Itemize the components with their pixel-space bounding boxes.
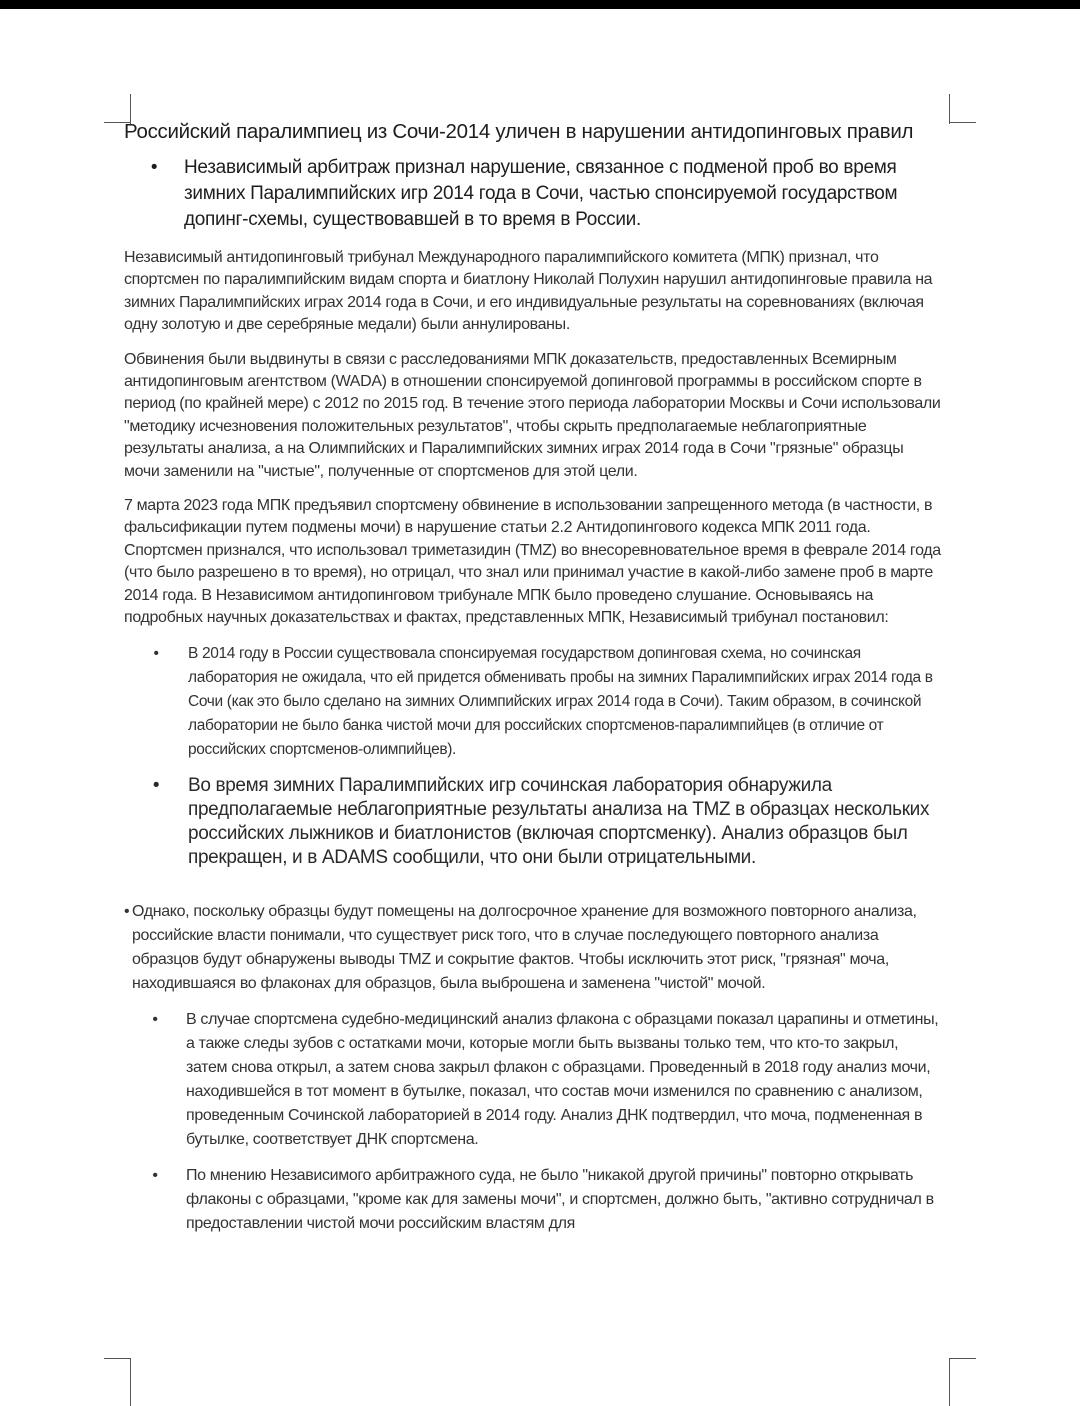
bullet-glyph: • <box>124 902 130 920</box>
crop-mark-top-right <box>949 94 950 124</box>
finding-item <box>124 1008 942 1152</box>
bullet-glyph: • <box>153 644 159 662</box>
paragraph-ruling: Независимый антидопинговый трибунал Международного паралимпийского комитета (МПК) признал, что спортсмен по паралимпийским видам спорта и биатлону Николай Полухин нарушил антидопинговые правила на зимних Паралимпийских играх 2014 года в Сочи, и его индивидуальные результаты на соревнованиях (включая одну золотую и две серебряные медали) были аннулированы. <box>124 249 933 334</box>
crop-mark-top-right <box>950 122 976 123</box>
finding-item <box>124 642 942 762</box>
bullet-glyph: • <box>150 157 158 178</box>
bullet-glyph: • <box>152 1166 158 1184</box>
crop-mark-bottom-right <box>950 1358 976 1359</box>
finding-item <box>124 900 942 996</box>
finding-text: По мнению Независимого арбитражного суда, не было "никакой другой причины" повторно открывать флаконы с образцами, "кроме как для замены мочи", и спортсмен, должно быть, "активно сотрудничал в предоставлении чистой мочи российским властям для <box>186 1166 934 1232</box>
crop-mark-bottom-right <box>949 1358 950 1406</box>
crop-mark-bottom-left <box>130 1358 131 1406</box>
finding-text: В 2014 году в России существовала спонсируемая государством допинговая схема, но сочинская лаборатория не ожидала, что ей придется обменивать пробы на зимних Паралимпийских играх 2014 года в Сочи (как это было сделано на зимних Олимпийских играх 2014 года в Сочи). Таким образом, в сочинской лаборатории не было банка чистой мочи для российских спортсменов-паралимпийцев (в отличие от российских спортсменов-олимпийцев). <box>188 644 933 758</box>
paragraph-charges: Обвинения были выдвинуты в связи с расследованиями МПК доказательств, предоставленных Всемирным антидопинговым агентством (WADA) в отношении спонсируемой допинговой программы в российском спорте в период (по крайней мере) с 2012 по 2015 год. В течение этого периода лаборатории Москвы и Сочи использовали "методику исчезновения положительных результатов", чтобы скрыть предполагаемые неблагоприятные результаты анализа, а на Олимпийских и Паралимпийских зимних играх 2014 года в Сочи "грязные" образцы мочи заменили на "чистые", полученные от спортсменов для этой цели. <box>124 350 941 480</box>
bullet-glyph: • <box>152 774 160 796</box>
lead-bullet <box>124 155 942 233</box>
finding-item <box>124 1164 942 1236</box>
crop-mark-bottom-left <box>104 1358 130 1359</box>
finding-text: Во время зимних Паралимпийских игр сочинская лаборатория обнаружила предполагаемые неблагоприятные результаты анализа на TMZ в образцах нескольких российских лыжников и биатлонистов (включая спортсменку). Анализ образцов был прекращен, и в ADAMS сообщили, что они были отрицательными. <box>188 774 930 868</box>
paragraph-hearing: 7 марта 2023 года МПК предъявил спортсмену обвинение в использовании запрещенного метода (в частности, в фальсификации путем подмены мочи) в нарушение статьи 2.2 Антидопингового кодекса МПК 2011 года. Спортсмен признался, что использовал триметазидин (TMZ) во внесоревновательное время в феврале 2014 года (что было разрешено в то время), но отрицал, что знал или принимал участие в какой-либо замене проб в марте 2014 года. В Независимом антидопинговом трибунале МПК было проведено слушание. Основываясь на подробных научных доказательствах и фактах, представленных МПК, Независимый трибунал постановил: <box>124 497 941 627</box>
article-title: Российский паралимпиец из Сочи-2014 уличен в нарушении антидопинговых правил <box>124 120 914 143</box>
bullet-glyph: • <box>152 1010 158 1028</box>
top-black-bar <box>0 0 1080 9</box>
document-page <box>124 118 942 1248</box>
finding-text: В случае спортсмена судебно-медицинский анализ флакона с образцами показал царапины и отметины, а также следы зубов с остатками мочи, которые могли быть вызваны только тем, что кто-то закрыл, затем снова открыл, а затем снова закрыл флакон с образцами. Проведенный в 2018 году анализ мочи, находившейся в тот момент в бутылке, показал, что состав мочи изменился по сравнению с анализом, проведенным Сочинской лабораторией в 2014 году. Анализ ДНК подтвердил, что моча, подмененная в бутылке, соответствует ДНК спортсмена. <box>186 1010 939 1148</box>
finding-item <box>124 774 942 870</box>
finding-text: Однако, поскольку образцы будут помещены на долгосрочное хранение для возможного повторного анализа, российские власти понимали, что существует риск того, что в случае последующего повторного анализа образцов будут обнаружены выводы TMZ и сокрытие фактов. Чтобы исключить этот риск, "грязная" моча, находившаяся во флаконах для образцов, была выброшена и заменена "чистой" мочой. <box>132 902 917 992</box>
lead-text: Независимый арбитраж признал нарушение, связанное с подменой проб во время зимних Паралимпийских игр 2014 года в Сочи, частью спонсируемой государством допинг-схемы, существовавшей в то время в России. <box>184 157 898 230</box>
